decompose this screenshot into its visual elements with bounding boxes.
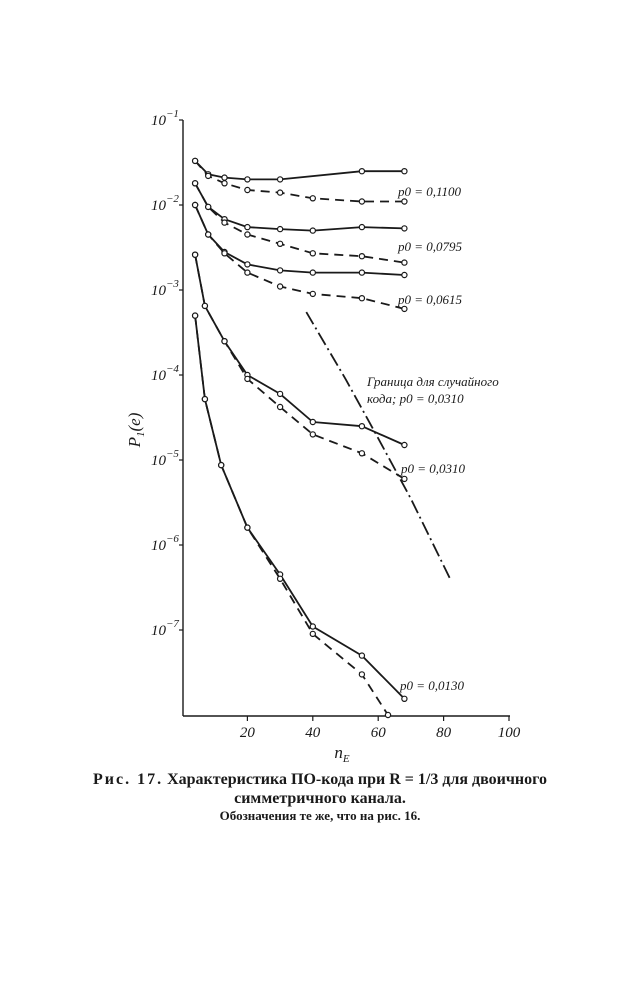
series-annotation: p0 = 0,1100 [398, 184, 462, 199]
data-point [278, 241, 283, 246]
data-point [402, 696, 407, 701]
series-line-6 [195, 255, 404, 445]
data-point [193, 252, 198, 257]
caption-note: Обозначения те же, что на рис. 16. [219, 808, 421, 823]
data-point [278, 177, 283, 182]
data-point [245, 270, 250, 275]
data-point [278, 391, 283, 396]
y-axis-label: $P_1(e)$ [125, 412, 147, 448]
data-point [402, 226, 407, 231]
series-line-4 [195, 205, 404, 275]
data-point [402, 260, 407, 265]
figure-label: Рис. 17. [93, 771, 164, 788]
data-point [310, 196, 315, 201]
data-point [222, 220, 227, 225]
data-point [206, 204, 211, 209]
data-point [310, 228, 315, 233]
x-tick-label: 60 [370, 725, 386, 741]
data-point [310, 624, 315, 629]
data-point [402, 442, 407, 447]
data-point [359, 451, 364, 456]
data-point [222, 181, 227, 186]
data-point [245, 187, 250, 192]
data-point [193, 313, 198, 318]
x-axis-label: $n_E$ [334, 743, 350, 765]
data-point [219, 463, 224, 468]
data-point [310, 270, 315, 275]
data-point [245, 525, 250, 530]
data-point [359, 270, 364, 275]
data-point [359, 424, 364, 429]
data-point [359, 199, 364, 204]
y-tick-label: $10^{-7}$ [151, 618, 179, 639]
series-annotation: Граница для случайного [367, 374, 499, 389]
data-point [193, 158, 198, 163]
series-annotation: p0 = 0,0310 [401, 461, 466, 476]
y-tick-label: $10^{-3}$ [151, 278, 179, 299]
axes [125, 108, 521, 765]
data-point [402, 199, 407, 204]
data-point [193, 181, 198, 186]
data-point [278, 190, 283, 195]
data-point [310, 432, 315, 437]
y-tick-label: $10^{-5}$ [151, 448, 179, 469]
data-point [245, 262, 250, 267]
data-point [385, 712, 390, 717]
data-point [359, 296, 364, 301]
data-point [202, 303, 207, 308]
series-annotation: p0 = 0,0795 [398, 239, 463, 254]
data-point [278, 227, 283, 232]
y-tick-label: $10^{-2}$ [151, 193, 179, 214]
data-point [359, 225, 364, 230]
data-point [222, 339, 227, 344]
data-point [359, 169, 364, 174]
data-point [245, 225, 250, 230]
data-point [193, 202, 198, 207]
data-point [245, 376, 250, 381]
data-point [310, 631, 315, 636]
data-point [202, 397, 207, 402]
x-tick-label: 80 [436, 725, 452, 741]
figure-caption [60, 770, 580, 789]
data-point [206, 173, 211, 178]
data-point [278, 404, 283, 409]
data-point [402, 169, 407, 174]
series-annotation: кода; p0 = 0,0310 [367, 391, 464, 406]
y-tick-label: $10^{-6}$ [151, 533, 179, 554]
data-point [310, 251, 315, 256]
caption-line-1: Характеристика ПО-кода при R = 1/3 для двоичного [167, 771, 547, 788]
data-point [310, 419, 315, 424]
series-line-10 [306, 312, 450, 579]
data-point [402, 306, 407, 311]
data-point [310, 291, 315, 296]
data-point [278, 576, 283, 581]
data-point [359, 672, 364, 677]
data-point [402, 476, 407, 481]
series-annotation: p0 = 0,0130 [400, 678, 465, 693]
series-line-7 [195, 255, 404, 479]
x-tick-label: 20 [239, 725, 255, 741]
data-point [402, 272, 407, 277]
data-point [278, 284, 283, 289]
data-point [278, 268, 283, 273]
data-point [245, 232, 250, 237]
data-point [359, 653, 364, 658]
data-point [206, 232, 211, 237]
x-tick-label: 100 [497, 725, 521, 741]
caption-line-2: симметричного канала. [234, 790, 406, 807]
y-tick-label: $10^{-1}$ [151, 108, 179, 129]
x-tick-label: 40 [305, 725, 321, 741]
data-point [222, 251, 227, 256]
data-point [245, 177, 250, 182]
series-annotation: p0 = 0,0615 [398, 292, 463, 307]
data-point [359, 254, 364, 259]
y-tick-label: $10^{-4}$ [151, 363, 179, 384]
data-point [222, 175, 227, 180]
